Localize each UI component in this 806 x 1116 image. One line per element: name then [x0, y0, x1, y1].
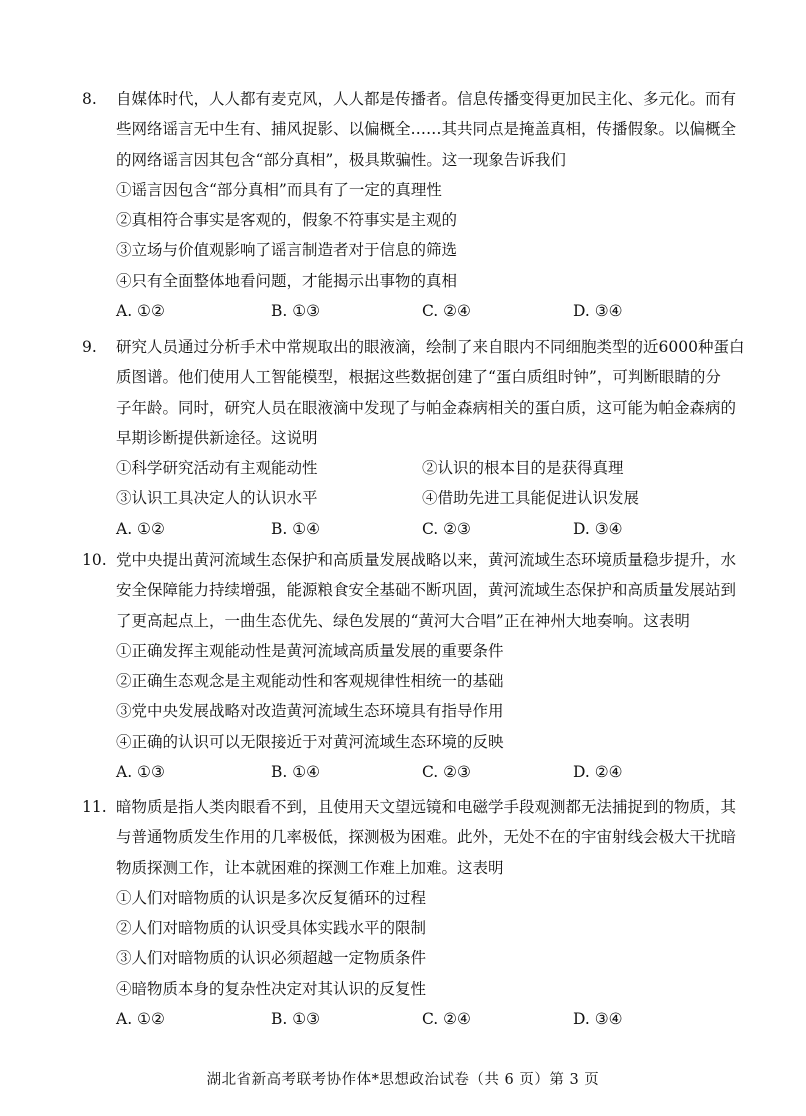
choice-d: D. ②④ — [573, 763, 623, 782]
stem-line: 安全保障能力持续增强，能源粮食安全基础不断巩固，黄河流域生态保护和高质量发展站到 — [116, 581, 737, 600]
question-number: 8. — [82, 90, 97, 108]
option-2: ②认识的根本目的是获得真理 — [422, 459, 624, 478]
stem-line: 质图谱。他们使用人工智能模型，根据这些数据创建了“蛋白质组时钟”，可判断眼睛的分 — [116, 368, 721, 387]
option-4: ④只有全面整体地看问题，才能揭示出事物的真相 — [116, 271, 458, 290]
question-number: 10. — [82, 551, 107, 569]
answer-choices — [116, 296, 722, 326]
choice-d: D. ③④ — [573, 302, 623, 321]
choice-d: D. ③④ — [573, 519, 623, 538]
stem-line: 与普通物质发生作用的几率极低，探测极为困难。此外，无处不在的宇宙射线会极大干扰暗 — [116, 828, 737, 847]
stem-line: 党中央提出黄河流域生态保护和高质量发展战略以来，黄河流域生态环境质量稳步提升，水 — [116, 551, 737, 569]
option-2: ②真相符合事实是客观的，假象不符事实是主观的 — [116, 211, 458, 230]
stem-line: 些网络谣言无中生有、捕风捉影、以偏概全……其共同点是掩盖真相，传播假象。以偏概全 — [116, 120, 737, 139]
question-stem — [116, 332, 745, 453]
option-4: ④正确的认识可以无限接近于对黄河流域生态环境的反映 — [116, 732, 504, 751]
option-3: ③党中央发展战略对改造黄河流域生态环境具有指导作用 — [116, 702, 504, 721]
stem-line: 的网络谣言因其包含“部分真相”，极具欺骗性。这一现象告诉我们 — [116, 150, 566, 169]
stem-line: 子年龄。同时，研究人员在眼液滴中发现了与帕金森病相关的蛋白质，这可能为帕金森病的 — [116, 398, 737, 417]
choice-c: C. ②④ — [422, 302, 471, 321]
question-9 — [82, 332, 745, 544]
option-2: ②人们对暗物质的认识受具体实践水平的限制 — [116, 919, 427, 938]
answer-choices — [116, 1004, 722, 1034]
stem-line: 暗物质是指人类肉眼看不到，且使用天文望远镜和电磁学手段观测都无法捕捉到的物质，其 — [116, 798, 737, 816]
choice-c: C. ②③ — [422, 763, 471, 782]
question-stem — [116, 545, 737, 636]
question-number: 11. — [82, 798, 107, 816]
question-11 — [82, 792, 737, 1034]
choice-a: A. ①② — [116, 519, 165, 538]
choice-b: B. ①④ — [271, 763, 321, 782]
option-4: ④暗物质本身的复杂性决定对其认识的反复性 — [116, 979, 427, 998]
option-1: ①人们对暗物质的认识是多次反复循环的过程 — [116, 888, 427, 907]
page-footer: 湖北省新高考联考协作体*思想政治试卷（共 6 页）第 3 页 — [206, 1072, 600, 1088]
option-3: ③人们对暗物质的认识必须超越一定物质条件 — [116, 949, 427, 968]
option-1: ①谣言因包含“部分真相”而具有了一定的真理性 — [116, 180, 442, 199]
choice-a: A. ①③ — [116, 763, 165, 782]
choice-a: A. ①② — [116, 1010, 165, 1029]
option-row — [116, 453, 722, 483]
question-number: 9. — [82, 338, 97, 356]
stem-line: 研究人员通过分析手术中常规取出的眼液滴，绘制了来自眼内不同细胞类型的近6000种蛋白 — [116, 338, 745, 356]
choice-c: C. ②④ — [422, 1010, 471, 1029]
choice-b: B. ①③ — [271, 302, 321, 321]
stem-line: 物质探测工作，让本就困难的探测工作难上加难。这表明 — [116, 858, 504, 877]
choice-b: B. ①③ — [271, 1010, 321, 1029]
stem-line: 自媒体时代，人人都有麦克风，人人都是传播者。信息传播变得更加民主化、多元化。而有 — [116, 90, 737, 108]
choice-d: D. ③④ — [573, 1010, 623, 1029]
answer-choices — [116, 757, 722, 787]
question-8 — [82, 84, 737, 326]
option-3: ③立场与价值观影响了谣言制造者对于信息的筛选 — [116, 241, 458, 260]
stem-line: 了更高起点上，一曲生态优先、绿色发展的“黄河大合唱”正在神州大地奏响。这表明 — [116, 611, 690, 630]
stem-line: 早期诊断提供新途径。这说明 — [116, 428, 318, 447]
option-row — [116, 483, 722, 513]
question-10 — [82, 545, 737, 787]
question-stem — [116, 84, 737, 175]
question-stem — [116, 792, 737, 883]
option-3: ③认识工具决定人的认识水平 — [116, 489, 318, 508]
option-1: ①科学研究活动有主观能动性 — [116, 459, 318, 478]
choice-b: B. ①④ — [271, 519, 321, 538]
option-1: ①正确发挥主观能动性是黄河流域高质量发展的重要条件 — [116, 641, 504, 660]
choice-c: C. ②③ — [422, 519, 471, 538]
choice-a: A. ①② — [116, 302, 165, 321]
option-2: ②正确生态观念是主观能动性和客观规律性相统一的基础 — [116, 672, 504, 691]
answer-choices — [116, 514, 722, 544]
option-4: ④借助先进工具能促进认识发展 — [422, 489, 640, 508]
